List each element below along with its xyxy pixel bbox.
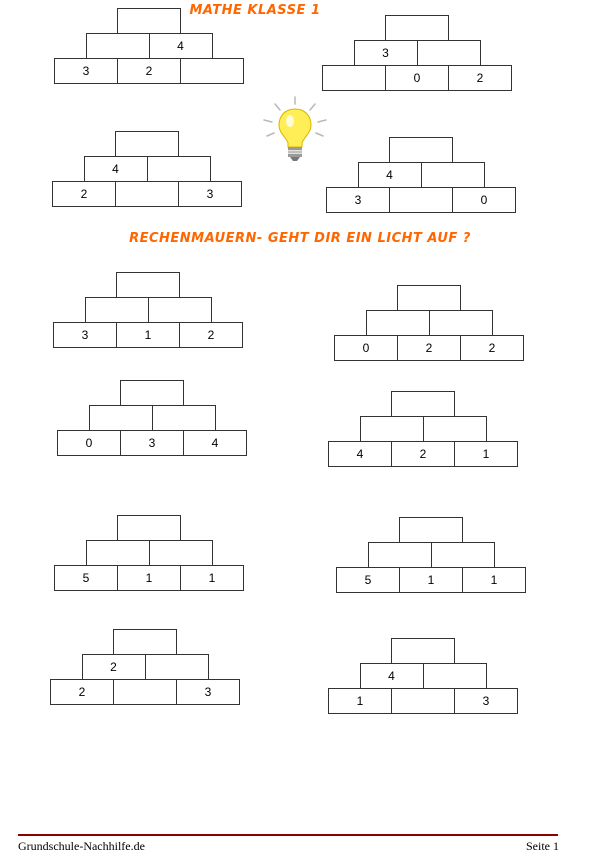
wall-brick-bottom[interactable]: 1: [399, 567, 463, 593]
wall-brick-bottom[interactable]: 2: [117, 58, 181, 84]
wall-brick-bottom[interactable]: 2: [460, 335, 524, 361]
number-wall: [53, 272, 242, 347]
wall-brick-bottom[interactable]: [115, 181, 179, 207]
wall-brick-middle[interactable]: [366, 310, 430, 336]
footer-divider: [18, 834, 558, 836]
wall-brick-middle[interactable]: [152, 405, 216, 431]
wall-brick-bottom[interactable]: 4: [183, 430, 247, 456]
wall-brick-middle[interactable]: [417, 40, 481, 66]
wall-brick-bottom[interactable]: 3: [120, 430, 184, 456]
wall-brick-top[interactable]: [116, 272, 180, 298]
wall-brick-bottom[interactable]: 3: [454, 688, 518, 714]
wall-brick-middle[interactable]: [360, 416, 424, 442]
page-title: MATHE KLASSE 1: [189, 3, 321, 18]
number-wall: [54, 8, 243, 83]
wall-brick-bottom[interactable]: [180, 58, 244, 84]
wall-brick-top[interactable]: [389, 137, 453, 163]
wall-brick-bottom[interactable]: 0: [57, 430, 121, 456]
wall-brick-top[interactable]: [115, 131, 179, 157]
wall-brick-middle[interactable]: [423, 416, 487, 442]
number-wall: [50, 629, 239, 704]
number-wall: [54, 515, 243, 590]
worksheet-subtitle: RECHENMAUERN- GEHT DIR EIN LICHT AUF ?: [129, 231, 471, 246]
number-wall: [334, 285, 523, 360]
wall-brick-middle[interactable]: [145, 654, 209, 680]
wall-brick-middle[interactable]: [86, 540, 150, 566]
wall-brick-bottom[interactable]: 3: [54, 58, 118, 84]
wall-brick-top[interactable]: [120, 380, 184, 406]
wall-brick-bottom[interactable]: 0: [385, 65, 449, 91]
wall-brick-bottom[interactable]: [389, 187, 453, 213]
wall-brick-top[interactable]: [385, 15, 449, 41]
wall-brick-bottom[interactable]: 1: [180, 565, 244, 591]
wall-brick-middle[interactable]: [149, 540, 213, 566]
number-wall: [322, 15, 511, 90]
wall-brick-bottom[interactable]: 2: [391, 441, 455, 467]
wall-brick-top[interactable]: [391, 391, 455, 417]
wall-brick-middle[interactable]: 4: [149, 33, 213, 59]
wall-brick-middle[interactable]: 4: [84, 156, 148, 182]
wall-brick-top[interactable]: [399, 517, 463, 543]
wall-brick-bottom[interactable]: 2: [50, 679, 114, 705]
wall-brick-middle[interactable]: [431, 542, 495, 568]
wall-brick-bottom[interactable]: 5: [336, 567, 400, 593]
footer-website: Grundschule-Nachhilfe.de: [18, 839, 145, 853]
wall-brick-bottom[interactable]: 1: [328, 688, 392, 714]
wall-brick-bottom[interactable]: 3: [53, 322, 117, 348]
wall-brick-middle[interactable]: [429, 310, 493, 336]
wall-brick-bottom[interactable]: 0: [334, 335, 398, 361]
number-wall: [57, 380, 246, 455]
wall-brick-top[interactable]: [397, 285, 461, 311]
wall-brick-bottom[interactable]: 1: [116, 322, 180, 348]
wall-brick-bottom[interactable]: [391, 688, 455, 714]
wall-brick-bottom[interactable]: 4: [328, 441, 392, 467]
wall-brick-middle[interactable]: [423, 663, 487, 689]
wall-brick-bottom[interactable]: 2: [179, 322, 243, 348]
wall-brick-middle[interactable]: [85, 297, 149, 323]
wall-brick-top[interactable]: [117, 515, 181, 541]
wall-brick-middle[interactable]: [147, 156, 211, 182]
wall-brick-bottom[interactable]: [322, 65, 386, 91]
wall-brick-middle[interactable]: [89, 405, 153, 431]
wall-brick-middle[interactable]: [368, 542, 432, 568]
wall-brick-bottom[interactable]: 3: [326, 187, 390, 213]
wall-brick-middle[interactable]: 4: [358, 162, 422, 188]
wall-brick-bottom[interactable]: 2: [52, 181, 116, 207]
wall-brick-bottom[interactable]: 3: [176, 679, 240, 705]
wall-brick-bottom[interactable]: 3: [178, 181, 242, 207]
wall-brick-middle[interactable]: 4: [360, 663, 424, 689]
wall-brick-middle[interactable]: 2: [82, 654, 146, 680]
wall-brick-top[interactable]: [113, 629, 177, 655]
wall-brick-bottom[interactable]: 2: [397, 335, 461, 361]
number-wall: [328, 391, 517, 466]
wall-brick-bottom[interactable]: 1: [454, 441, 518, 467]
number-wall: [328, 638, 517, 713]
number-wall: [326, 137, 515, 212]
wall-brick-bottom[interactable]: 0: [452, 187, 516, 213]
number-wall: [336, 517, 525, 592]
light-bulb-icon: [262, 95, 328, 167]
wall-brick-bottom[interactable]: 1: [117, 565, 181, 591]
wall-brick-middle[interactable]: [86, 33, 150, 59]
wall-brick-middle[interactable]: [148, 297, 212, 323]
wall-brick-bottom[interactable]: 5: [54, 565, 118, 591]
wall-brick-bottom[interactable]: 2: [448, 65, 512, 91]
footer-page-number: Seite 1: [526, 839, 559, 853]
wall-brick-bottom[interactable]: 1: [462, 567, 526, 593]
wall-brick-bottom[interactable]: [113, 679, 177, 705]
wall-brick-top[interactable]: [391, 638, 455, 664]
wall-brick-top[interactable]: [117, 8, 181, 34]
wall-brick-middle[interactable]: [421, 162, 485, 188]
number-wall: [52, 131, 241, 206]
wall-brick-middle[interactable]: 3: [354, 40, 418, 66]
